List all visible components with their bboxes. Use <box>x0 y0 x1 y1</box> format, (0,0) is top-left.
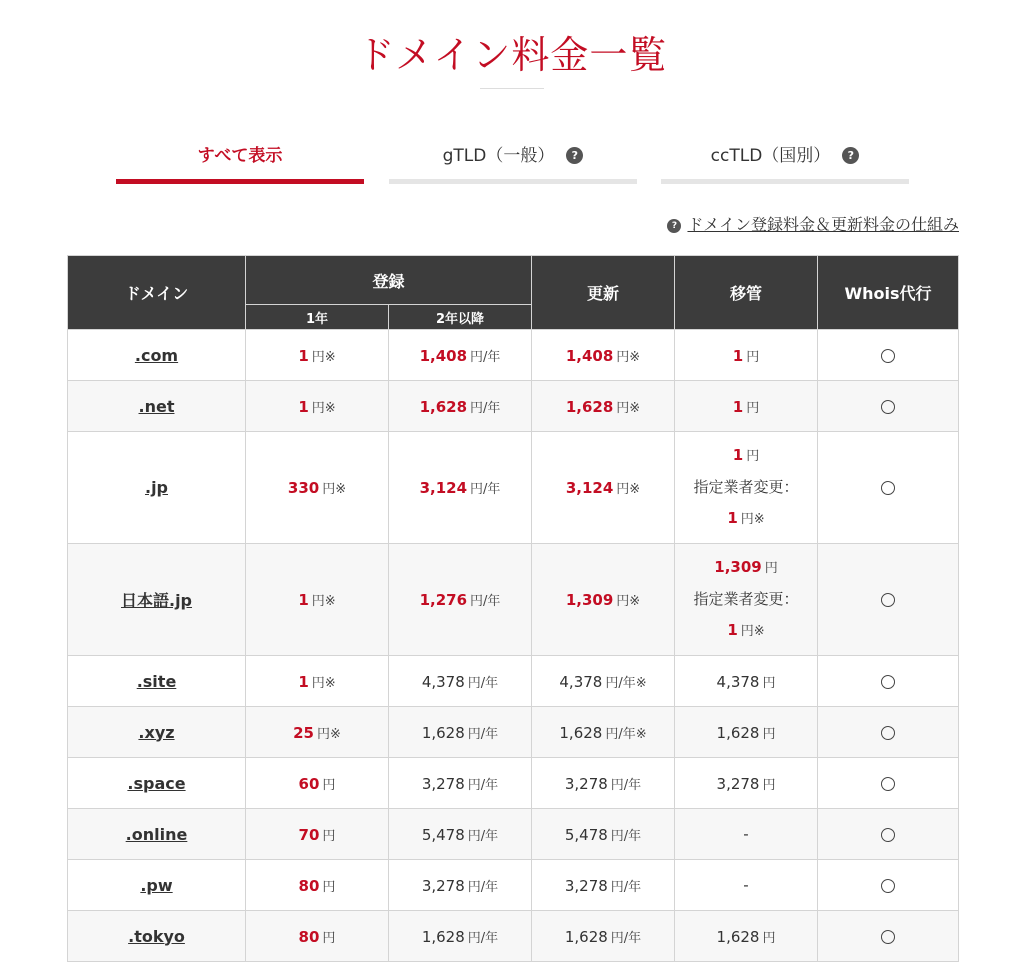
whois-cell <box>818 432 959 544</box>
transfer-cell <box>675 809 818 860</box>
header-renew: 更新 <box>532 256 675 330</box>
whois-available-icon <box>881 930 895 944</box>
tab-all-underline <box>116 179 364 184</box>
whois-available-icon <box>881 400 895 414</box>
domain-link[interactable]: .jp <box>144 478 168 497</box>
transfer-value: 1 <box>727 509 738 527</box>
register-2y-unit: 円/年 <box>467 675 499 691</box>
transfer-value: 1,628 <box>716 927 760 946</box>
register-1y-cell <box>246 911 389 962</box>
transfer-cell <box>675 656 818 707</box>
transfer-value: 1 <box>732 446 744 464</box>
register-1y-cell <box>246 432 389 544</box>
domain-link[interactable]: 日本語.jp <box>120 591 193 610</box>
register-1y-cell <box>246 860 389 911</box>
pricing-help-link[interactable] <box>667 212 959 235</box>
renew-value: 1,628 <box>565 397 614 416</box>
register-2y-cell <box>389 330 532 381</box>
register-2y-unit: 円/年 <box>470 349 501 365</box>
renew-cell <box>532 544 675 656</box>
register-2y-unit: 円/年 <box>467 828 499 844</box>
domain-cell <box>68 381 246 432</box>
register-2y-value: 1,628 <box>419 397 468 416</box>
tab-gtld-underline <box>389 179 637 184</box>
renew-cell <box>532 381 675 432</box>
register-2y-cell <box>389 432 532 544</box>
domain-link[interactable]: .tokyo <box>128 926 185 946</box>
renew-value: 1,628 <box>559 723 603 742</box>
transfer-unit: 円※ <box>740 624 765 639</box>
register-1y-unit: 円※ <box>311 594 336 609</box>
register-1y-unit: 円※ <box>311 349 336 365</box>
renew-cell <box>532 656 675 707</box>
register-2y-value: 3,124 <box>419 479 468 497</box>
transfer-value: 1 <box>727 621 738 639</box>
register-2y-cell <box>389 381 532 432</box>
domain-cell <box>68 911 246 962</box>
table-row <box>68 656 959 707</box>
domain-link[interactable]: .xyz <box>138 722 175 742</box>
transfer-unit: 円 <box>762 777 776 793</box>
register-1y-cell <box>246 330 389 381</box>
transfer-value: 1 <box>732 397 744 416</box>
domain-cell <box>68 432 246 544</box>
register-1y-cell <box>246 656 389 707</box>
table-row <box>68 432 959 544</box>
tab-all-label: すべて表示 <box>197 146 283 166</box>
transfer-cell <box>675 330 818 381</box>
transfer-cell <box>675 758 818 809</box>
transfer-cell <box>675 911 818 962</box>
register-2y-value: 3,278 <box>421 774 465 793</box>
transfer-value: 指定業者変更： <box>693 478 799 496</box>
header-register-1y: 1年 <box>246 305 389 330</box>
register-1y-value: 60 <box>298 774 320 793</box>
register-1y-cell <box>246 758 389 809</box>
register-2y-value: 5,478 <box>421 825 465 844</box>
register-1y-cell <box>246 809 389 860</box>
register-2y-unit: 円/年 <box>470 594 501 609</box>
header-domain: ドメイン <box>68 256 246 330</box>
domain-cell <box>68 656 246 707</box>
transfer-unit: 円 <box>762 675 776 691</box>
register-2y-unit: 円/年 <box>467 777 499 793</box>
register-1y-value: 330 <box>287 479 320 497</box>
whois-cell <box>818 381 959 432</box>
domain-cell <box>68 330 246 381</box>
transfer-cell <box>675 860 818 911</box>
whois-available-icon <box>881 828 895 842</box>
domain-link[interactable]: .space <box>127 773 186 793</box>
transfer-unit: 円※ <box>740 512 765 527</box>
renew-value: 1,309 <box>565 591 614 609</box>
renew-cell <box>532 432 675 544</box>
whois-available-icon <box>881 349 895 363</box>
register-1y-unit: 円※ <box>311 675 336 691</box>
transfer-value: - <box>743 876 749 894</box>
domain-link[interactable]: .pw <box>140 875 173 895</box>
renew-unit: 円※ <box>616 482 641 497</box>
register-1y-unit: 円 <box>322 777 336 793</box>
renew-cell <box>532 911 675 962</box>
whois-available-icon <box>881 481 895 495</box>
domain-link[interactable]: .net <box>138 396 175 416</box>
register-1y-unit: 円 <box>322 828 336 844</box>
domain-cell <box>68 809 246 860</box>
register-1y-value: 80 <box>298 876 320 895</box>
register-1y-value: 25 <box>293 723 314 742</box>
tab-gtld-label: gTLD（一般） <box>442 146 555 166</box>
whois-cell <box>818 707 959 758</box>
header-register: 登録 <box>246 256 532 305</box>
header-whois: Whois代行 <box>818 256 959 330</box>
renew-value: 3,278 <box>564 876 608 895</box>
tab-cctld-label: ccTLD（国別） <box>710 146 831 166</box>
renew-value: 1,628 <box>564 927 608 946</box>
transfer-value: 1 <box>732 346 744 365</box>
table-row <box>68 758 959 809</box>
table-row <box>68 544 959 656</box>
register-1y-unit: 円※ <box>311 400 336 416</box>
table-row <box>68 809 959 860</box>
whois-cell <box>818 758 959 809</box>
renew-unit: 円/年 <box>610 777 642 793</box>
tab-gtld[interactable] <box>389 140 637 184</box>
register-2y-unit: 円/年 <box>470 400 501 416</box>
renew-value: 5,478 <box>564 825 608 844</box>
domain-cell <box>68 544 246 656</box>
transfer-cell <box>675 432 818 544</box>
whois-available-icon <box>881 675 895 689</box>
register-2y-unit: 円/年 <box>467 879 499 895</box>
transfer-unit: 円 <box>746 349 760 365</box>
register-2y-value: 1,276 <box>419 591 468 609</box>
transfer-value: 1,628 <box>716 723 760 742</box>
register-2y-cell <box>389 544 532 656</box>
renew-value: 3,124 <box>565 479 614 497</box>
transfer-value: 指定業者変更： <box>693 590 799 608</box>
table-row <box>68 330 959 381</box>
register-1y-value: 1 <box>298 672 309 691</box>
transfer-value: 4,378 <box>716 672 760 691</box>
renew-cell <box>532 330 675 381</box>
domain-link[interactable]: .online <box>125 824 188 844</box>
renew-unit: 円/年 <box>610 930 642 946</box>
renew-cell <box>532 758 675 809</box>
register-1y-value: 1 <box>298 591 309 609</box>
register-2y-unit: 円/年 <box>467 726 499 742</box>
renew-value: 4,378 <box>559 672 603 691</box>
renew-value: 3,278 <box>564 774 608 793</box>
renew-unit: 円/年※ <box>605 675 647 691</box>
table-row <box>68 707 959 758</box>
transfer-cell <box>675 544 818 656</box>
register-2y-cell <box>389 809 532 860</box>
register-2y-cell <box>389 707 532 758</box>
register-2y-value: 1,408 <box>419 346 468 365</box>
whois-cell <box>818 911 959 962</box>
whois-available-icon <box>881 777 895 791</box>
register-1y-cell <box>246 707 389 758</box>
header-transfer: 移管 <box>675 256 818 330</box>
tab-all[interactable] <box>116 140 364 184</box>
transfer-unit: 円 <box>762 726 776 742</box>
whois-available-icon <box>881 726 895 740</box>
table-row <box>68 381 959 432</box>
domain-cell <box>68 758 246 809</box>
renew-value: 1,408 <box>565 346 614 365</box>
table-row <box>68 860 959 911</box>
register-1y-unit: 円 <box>322 879 336 895</box>
renew-unit: 円※ <box>616 349 641 365</box>
register-1y-unit: 円※ <box>322 482 347 497</box>
whois-cell <box>818 809 959 860</box>
register-2y-value: 1,628 <box>421 723 465 742</box>
register-2y-cell <box>389 758 532 809</box>
renew-unit: 円/年※ <box>605 726 647 742</box>
register-1y-value: 1 <box>298 346 309 365</box>
register-1y-cell <box>246 381 389 432</box>
renew-unit: 円※ <box>616 400 641 416</box>
register-1y-value: 70 <box>298 825 320 844</box>
title-divider <box>480 88 544 89</box>
renew-unit: 円/年 <box>610 879 642 895</box>
question-circle-icon: ? <box>667 219 681 233</box>
domain-link[interactable]: .site <box>136 671 177 691</box>
table-row <box>68 911 959 962</box>
domain-cell <box>68 860 246 911</box>
renew-cell <box>532 707 675 758</box>
register-2y-unit: 円/年 <box>467 930 499 946</box>
register-1y-value: 1 <box>298 397 309 416</box>
register-1y-unit: 円 <box>322 930 336 946</box>
transfer-value: 3,278 <box>716 774 760 793</box>
transfer-unit: 円 <box>762 930 776 946</box>
whois-cell <box>818 544 959 656</box>
tab-cctld-underline <box>661 179 909 184</box>
register-2y-cell <box>389 911 532 962</box>
header-register-2y: 2年以降 <box>389 305 532 330</box>
register-2y-cell <box>389 860 532 911</box>
transfer-cell <box>675 707 818 758</box>
transfer-unit: 円 <box>746 449 760 464</box>
renew-cell <box>532 809 675 860</box>
renew-unit: 円/年 <box>610 828 642 844</box>
register-2y-value: 1,628 <box>421 927 465 946</box>
whois-cell <box>818 330 959 381</box>
whois-cell <box>818 860 959 911</box>
register-1y-value: 80 <box>298 927 320 946</box>
domain-price-table <box>67 255 959 962</box>
register-2y-unit: 円/年 <box>470 482 501 497</box>
whois-available-icon <box>881 593 895 607</box>
renew-cell <box>532 860 675 911</box>
domain-link[interactable]: .com <box>134 345 179 365</box>
question-circle-icon[interactable]: ? <box>842 147 859 164</box>
renew-unit: 円※ <box>616 594 641 609</box>
register-2y-value: 3,278 <box>421 876 465 895</box>
page-title: ドメイン料金一覧 <box>356 33 668 77</box>
register-2y-cell <box>389 656 532 707</box>
transfer-value: 1,309 <box>714 558 762 576</box>
register-1y-cell <box>246 544 389 656</box>
transfer-value: - <box>743 825 749 843</box>
transfer-cell <box>675 381 818 432</box>
register-2y-value: 4,378 <box>421 672 465 691</box>
whois-available-icon <box>881 879 895 893</box>
tab-cctld[interactable] <box>661 140 909 184</box>
domain-cell <box>68 707 246 758</box>
transfer-unit: 円 <box>764 561 778 576</box>
register-1y-unit: 円※ <box>316 726 341 742</box>
transfer-unit: 円 <box>746 400 760 416</box>
question-circle-icon[interactable]: ? <box>566 147 583 164</box>
pricing-help-link-label: ドメイン登録料金＆更新料金の仕組み <box>687 215 959 234</box>
whois-cell <box>818 656 959 707</box>
